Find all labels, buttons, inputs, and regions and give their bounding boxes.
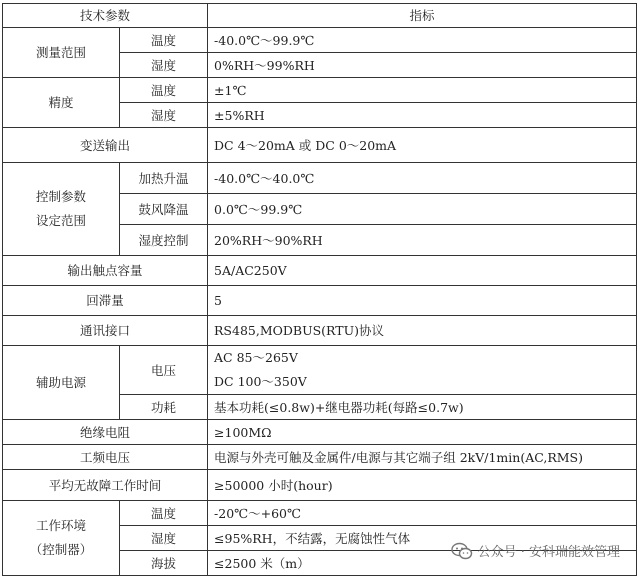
env-label-line1: 工作环境 [35,518,86,533]
value-cell: ≥50000 小时(hour) [208,470,637,501]
accuracy-label: 精度 [3,78,120,128]
value-cell: 5A/AC250V [208,256,637,286]
table-row [3,470,637,501]
comm-label: 通讯接口 [3,316,208,346]
watermark [451,541,620,560]
value-cell: -40.0℃～99.9℃ [208,28,637,53]
wechat-icon [451,542,473,560]
table-row [3,256,637,286]
sub-label: 湿度 [120,526,208,551]
sub-label: 加热升温 [120,163,208,194]
header-param: 技术参数 [3,4,208,28]
value-cell: 电源与外壳可触及金属件/电源与其它端子组 2kV/1min(AC,RMS) [208,445,637,470]
sub-label: 湿度控制 [120,225,208,256]
aux-power-label: 辅助电源 [3,346,120,420]
hysteresis-label: 回滞量 [3,286,208,316]
sub-label: 湿度 [120,53,208,78]
value-cell: ≤95%RH，不结露，无腐蚀性气体 [208,526,637,551]
insulation-label: 绝缘电阻 [3,420,208,445]
voltage-dc: DC 100～350V [214,374,307,389]
mtbf-label: 平均无故障工作时间 [3,470,208,501]
sub-label: 海拔 [120,551,208,576]
measure-range-label: 测量范围 [3,28,120,78]
header-index: 指标 [208,4,637,28]
sub-label: 温度 [120,501,208,526]
table-row [3,286,637,316]
table-header [3,4,637,28]
sub-label: 温度 [120,78,208,103]
table-row [3,420,637,445]
voltage-values [208,346,637,395]
spec-table [2,3,637,576]
value-cell: ±1℃ [208,78,637,103]
table-row [3,346,637,395]
value-cell: -40.0℃～40.0℃ [208,163,637,194]
sub-label: 功耗 [120,395,208,420]
value-cell: -20℃～+60℃ [208,501,637,526]
value-cell: RS485,MODBUS(RTU)协议 [208,316,637,346]
env-label [3,501,120,576]
sub-label: 电压 [120,346,208,395]
table-row [3,163,637,194]
table-row [3,28,637,53]
watermark-text: 公众号 · 安科瑞能效管理 [477,545,620,560]
sub-label: 湿度 [120,103,208,128]
value-cell: ±5%RH [208,103,637,128]
value-cell: DC 4～20mA 或 DC 0～20mA [208,128,637,163]
contact-label: 输出触点容量 [3,256,208,286]
table-row [3,501,637,526]
table-row [3,445,637,470]
sub-label: 鼓风降温 [120,194,208,225]
sub-label: 温度 [120,28,208,53]
control-label [3,163,120,256]
table-row [3,316,637,346]
env-label-line2: （控制器） [29,542,93,557]
value-cell: 基本功耗(≤0.8w)+继电器功耗(每路≤0.7w) [208,395,637,420]
value-cell: 0.0℃～99.9℃ [208,194,637,225]
value-cell: ≤2500 米（m） [208,551,637,576]
table-row [3,78,637,103]
value-cell: 20%RH～90%RH [208,225,637,256]
freq-voltage-label: 工频电压 [3,445,208,470]
value-cell: ≥100MΩ [208,420,637,445]
table-row [3,128,637,163]
value-cell: 5 [208,286,637,316]
control-label-line2: 设定范围 [35,213,86,228]
value-cell: 0%RH～99%RH [208,53,637,78]
transmit-label: 变送输出 [3,128,208,163]
control-label-line1: 控制参数 [35,189,86,204]
voltage-ac: AC 85～265V [214,350,298,365]
